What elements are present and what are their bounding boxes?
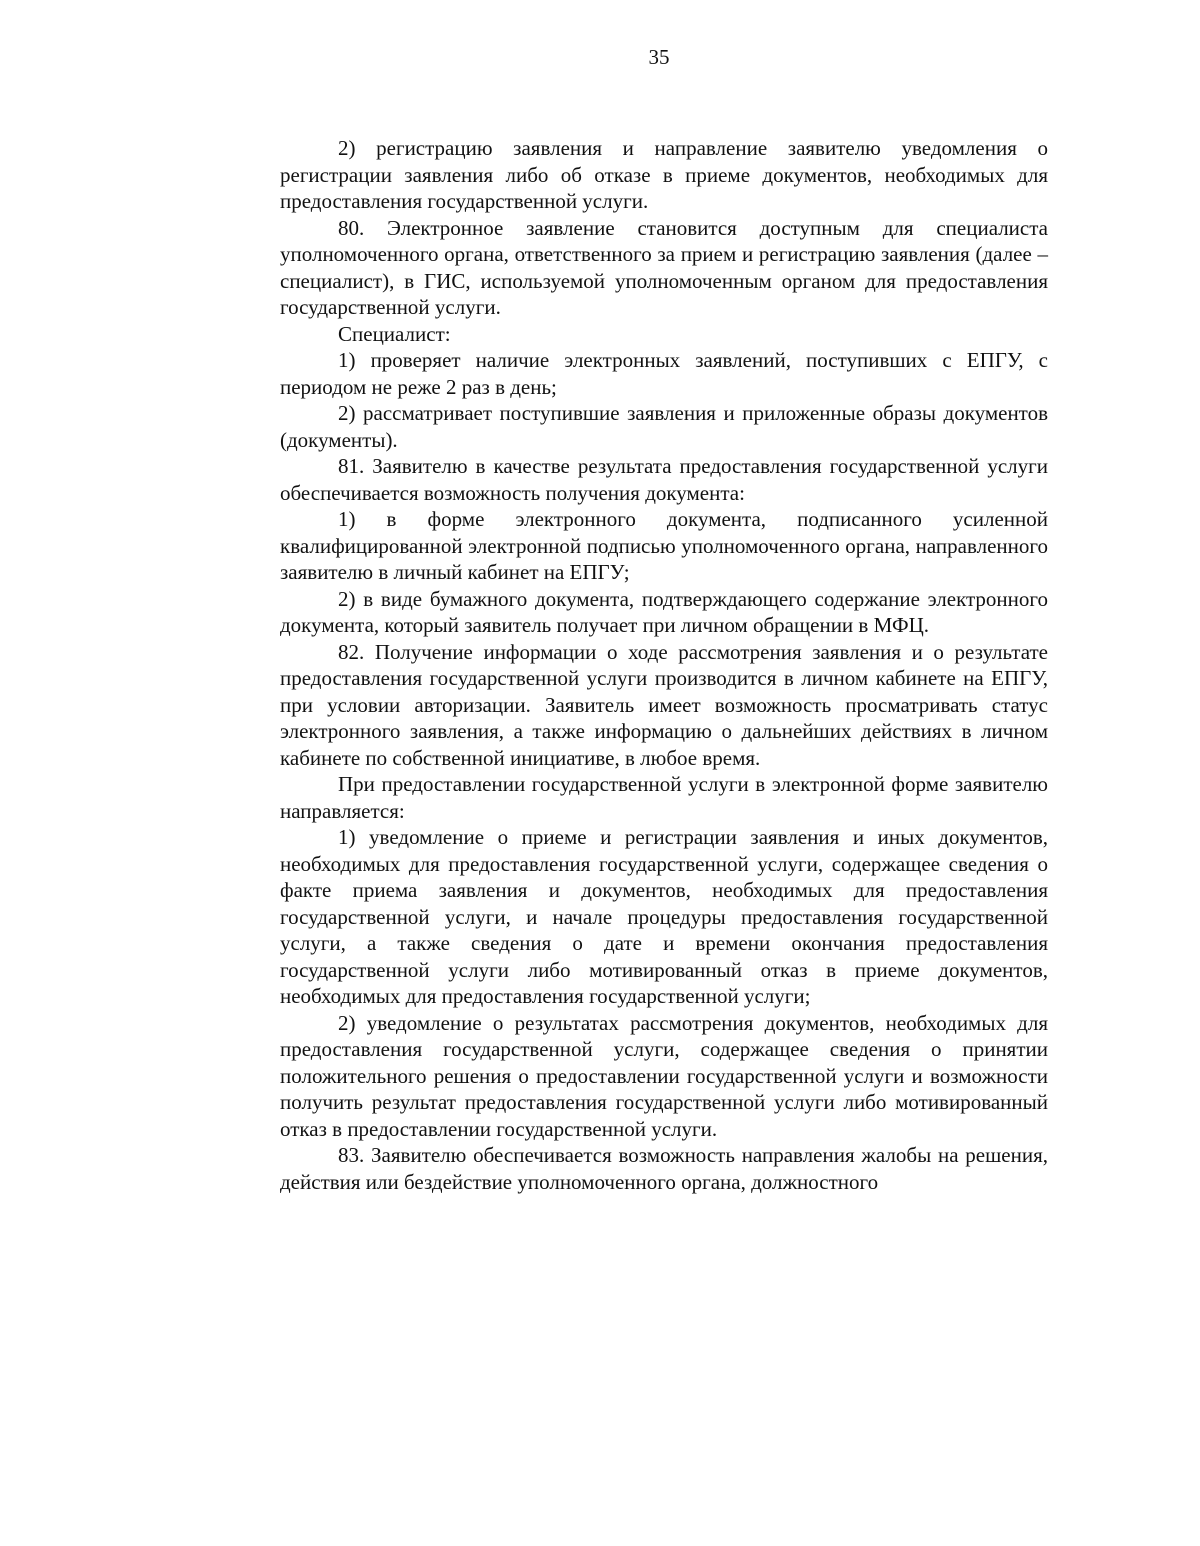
paragraph-specialist-item-2: 2) рассматривает поступившие заявления и приложенные образы документов (документы). — [280, 401, 1048, 452]
paragraph-80: 80. Электронное заявление становится доступным для специалиста уполномоченного органа, ответственного за прием и регистрацию заявления (далее – специалист), в ГИС, используемой уполномоченным органом для предоставления государственной услуги. — [280, 215, 1048, 319]
paragraph-82: 82. Получение информации о ходе рассмотрения заявления и о результате предоставления государственной услуги производится в личном кабинете на ЕПГУ, при условии авторизации. Заявитель имеет возможность просматривать статус электронного заявления, а также информацию о дальнейших действиях в личном кабинете по собственной инициативе, в любое время. — [280, 639, 1048, 770]
paragraph-81: 81. Заявителю в качестве результата предоставления государственной услуги обеспечивается возможность получения документа: — [280, 454, 1048, 505]
paragraph-81-item-2: 2) в виде бумажного документа, подтверждающего содержание электронного документа, который заявитель получает при личном обращении в МФЦ. — [280, 586, 1048, 637]
paragraph-81-item-1: 1) в форме электронного документа, подписанного усиленной квалифицированной электронной подписью уполномоченного органа, направленного заявителю в личный кабинет на ЕПГУ; — [280, 507, 1048, 584]
paragraph-83: 83. Заявителю обеспечивается возможность направления жалобы на решения, действия или бездействие уполномоченного органа, должностного — [280, 1143, 1048, 1194]
paragraph-notifications-intro: При предоставлении государственной услуги в электронной форме заявителю направляется: — [280, 772, 1048, 823]
paragraph-specialist-item-1: 1) проверяет наличие электронных заявлений, поступивших с ЕПГУ, с периодом не реже 2 раз в день; — [280, 348, 1048, 399]
paragraph-notification-1: 1) уведомление о приеме и регистрации заявления и иных документов, необходимых для предоставления государственной услуги, содержащее сведения о факте приема заявления и документов, необходимых для предоставления государственной услуги, и начале процедуры предоставления государственной услуги, а также сведения о дате и времени окончания предоставления государственной услуги либо мотивированный отказ в приеме документов, необходимых для предоставления государственной услуги; — [280, 825, 1048, 1008]
paragraph-specialist-heading: Специалист: — [338, 321, 451, 346]
paragraph-registration: 2) регистрацию заявления и направление заявителю уведомления о регистрации заявления либо об отказе в приеме документов, необходимых для предоставления государственной услуги. — [280, 136, 1048, 213]
document-body — [280, 135, 1048, 1195]
page-number: 35 — [648, 45, 670, 69]
paragraph-notification-2: 2) уведомление о результатах рассмотрения документов, необходимых для предоставления государственной услуги, содержащее сведения о принятии положительного решения о предоставлении государственной услуги и возможности получить результат предоставления государственной услуги либо мотивированный отказ в предоставлении государственной услуги. — [280, 1010, 1048, 1141]
